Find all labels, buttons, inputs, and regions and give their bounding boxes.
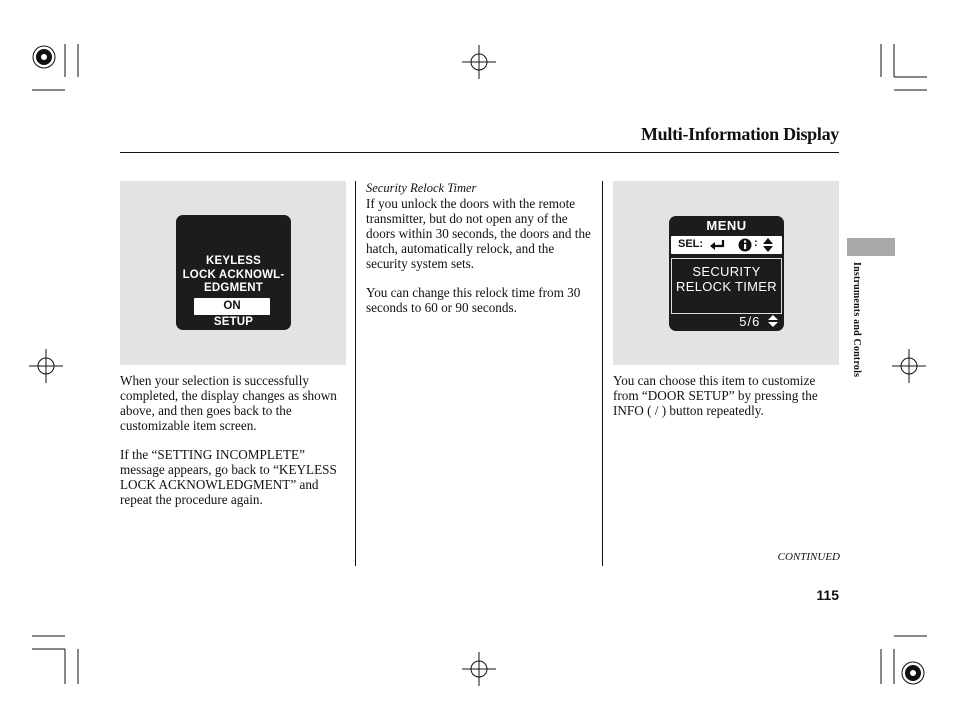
continued-label: CONTINUED <box>777 551 840 563</box>
selected-option: ON <box>194 298 270 315</box>
up-down-arrows-icon <box>763 238 773 252</box>
right-paragraph-1: You can choose this item to customize from “DOOR SETUP” by pressing the INFO ( / ) button repeatedly. <box>613 373 818 418</box>
left-paragraph-1: When your selection is successfully completed, the display changes as shown above, and then goes back to the customizable item screen. <box>120 373 337 433</box>
screen-line-1: KEYLESS <box>205 255 262 267</box>
section-tab <box>847 238 895 256</box>
left-paragraph-2: If the “SETTING INCOMPLETE” message appears, go back to “KEYLESS LOCK ACKNOWLEDGMENT” and repeat the procedure again. <box>120 447 337 507</box>
screen-line-3: EDGMENT <box>204 282 263 294</box>
left-column-text <box>120 373 348 521</box>
middle-paragraph-2: You can change this relock time from 30 seconds to 60 or 90 seconds. <box>366 285 581 315</box>
screen-footer: SETUP <box>213 316 254 328</box>
item-line-1: SECURITY <box>692 264 761 279</box>
page-arrows-icon <box>768 315 778 327</box>
keyless-lock-screen <box>176 215 291 330</box>
column-divider-left <box>355 181 356 566</box>
section-caption: Security Relock Timer <box>366 181 477 195</box>
right-column-text <box>613 373 839 432</box>
security-relock-screen <box>669 216 784 331</box>
colon-separator: : <box>754 237 758 249</box>
title-divider <box>120 152 839 153</box>
page-title: Multi-Information Display <box>640 124 839 144</box>
middle-column-text <box>366 196 596 329</box>
menu-label: MENU <box>706 218 747 233</box>
left-illustration-panel <box>120 181 346 365</box>
page-number: 115 <box>816 587 839 603</box>
column-divider-right <box>602 181 603 566</box>
page-indicator <box>739 314 778 329</box>
item-line-2: RELOCK TIMER <box>676 279 777 294</box>
section-tab-label: Instruments and Controls <box>851 262 862 378</box>
info-icon <box>738 238 752 252</box>
sel-label: SEL: <box>678 238 704 250</box>
page-count: 5/6 <box>739 314 761 329</box>
middle-paragraph-1: If you unlock the doors with the remote transmitter, but do not open any of the doors within 30 seconds, the doors and the hatch, automatically relock, and the security system sets. <box>366 196 591 271</box>
screen-line-2: LOCK ACKNOWL- <box>182 269 285 281</box>
selection-bar <box>671 236 782 254</box>
enter-arrow-icon <box>709 240 725 250</box>
right-illustration-panel <box>613 181 839 365</box>
